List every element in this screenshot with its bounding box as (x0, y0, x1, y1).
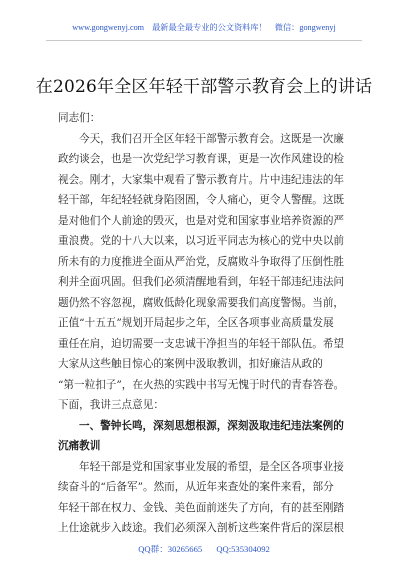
paragraph-line: 年轻干部在权力、金钱、美色面前迷失了方向，有的甚至刚踏 (58, 501, 345, 514)
section-heading: 一、警钟长鸣，深刻思想根源，深刻汲取违纪违法案例的 (79, 419, 344, 432)
paragraph-line: 是对他们个人前途的毁灭，也是对党和国家事业培养资源的严 (58, 214, 345, 227)
paragraph-line: 轻干部，年纪轻轻就身陷囹圄，令人痛心，更令人警醒。这既 (58, 194, 345, 206)
paragraph-line: 今天，我们召开全区年轻干部警示教育会。这既是一次廉 (79, 132, 344, 145)
footer-contact (0, 543, 408, 555)
paragraph-line: 大家从这些触目惊心的案例中汲取教训，扣好廉洁从政的 (58, 358, 323, 370)
header-wechat: 微信：gongwenyj (274, 23, 336, 32)
paragraph-line: 重浪费。党的十八大以来，以习近平同志为核心的党中央以前 (58, 235, 345, 247)
header-banner (0, 22, 408, 34)
footer-qq: QQ:535304092 (216, 544, 270, 554)
paragraph-line: 所未有的力度推进全面从严治党，反腐败斗争取得了压倒性胜 (58, 255, 345, 268)
document-title: 在2026年全区年轻干部警示教育会上的讲话 (35, 77, 373, 97)
salutation: 同志们： (58, 112, 101, 124)
paragraph-line: 下面，我讲三点意见： (58, 399, 164, 411)
paragraph-line: 续奋斗的“后备军”。然而，从近年来查处的案件来看，部分 (58, 481, 334, 493)
paragraph-line: 利并全面巩固。但我们必须清醒地看到，年轻干部违纪违法问 (58, 276, 345, 288)
paragraph-line: 上仕途就步入歧途。我们必须深入剖析这些案件背后的深层根 (58, 522, 345, 534)
paragraph-line: “第一粒扣子”，在火热的实践中书写无愧于时代的青春答卷。 (58, 378, 345, 391)
paragraph-line: 视会。刚才，大家集中观看了警示教育片。片中违纪违法的年 (58, 173, 345, 186)
paragraph-line: 题仍然不容忽视，腐败低龄化现象需要我们高度警惕。当前， (58, 296, 345, 309)
paragraph-line: 政约谈会，也是一次党纪学习教育课，更是一次作风建设的检 (58, 153, 345, 165)
paragraph-line: 年轻干部是党和国家事业发展的希望，是全区各项事业接 (79, 460, 344, 473)
header-slogan: 最新最全最专业的公文资料库！ (152, 23, 267, 32)
header-divider (46, 40, 362, 41)
document-body (58, 108, 356, 539)
section-heading-continued: 沉痛教训 (58, 440, 101, 452)
paragraph-line: 重任在肩，迫切需要一支忠诚干净担当的年轻干部队伍。希望 (58, 337, 345, 350)
paragraph-line: 正值“十五五”规划开局起步之年，全区各项事业高质量发展 (58, 317, 334, 329)
website-link[interactable]: www.gongwenyj.com (72, 23, 145, 32)
footer-qq-group: QQ群：30265665 (138, 544, 203, 554)
